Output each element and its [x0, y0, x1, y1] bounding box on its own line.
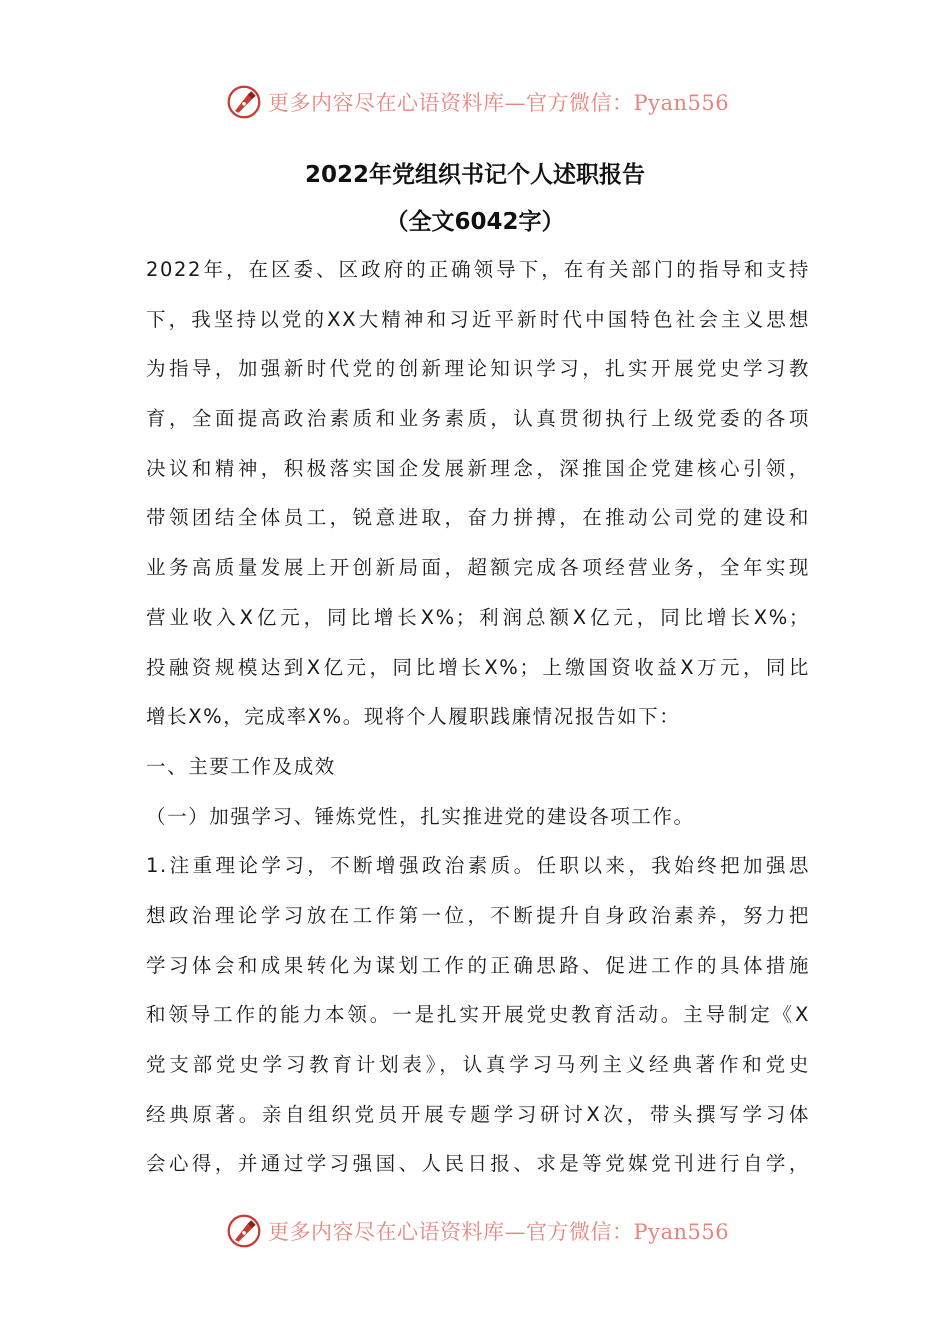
watermark-footer: [226, 1211, 730, 1251]
body-line: 投融资规模达到X亿元，同比增长X%；上缴国资收益X万元，同比: [146, 655, 810, 679]
pen-nib-logo-icon: [226, 84, 262, 120]
watermark-header: [226, 82, 730, 122]
body-line: 带领团结全体员工，锐意进取，奋力拼搏，在推动公司党的建设和: [146, 506, 810, 530]
pen-nib-logo-icon: [226, 1213, 262, 1249]
body-line: 和领导工作的能力本领。一是扎实开展党史教育活动。主导制定《X: [146, 1003, 810, 1027]
body-line: 经典原著。亲自组织党员开展专题学习研讨X次，带头撰写学习体: [146, 1102, 810, 1126]
body-line: 营业收入X亿元，同比增长X%；利润总额X亿元，同比增长X%；: [146, 605, 810, 629]
body-line: 党支部党史学习教育计划表》，认真学习马列主义经典著作和党史: [146, 1053, 810, 1076]
watermark-text: 更多内容尽在心语资料库—官方微信：Pyan556: [268, 91, 730, 115]
body-line: 想政治理论学习放在工作第一位，不断提升自身政治素养，努力把: [146, 903, 810, 927]
body-line: 增长X%，完成率X%。现将个人履职践廉情况报告如下：: [146, 705, 681, 729]
document-subtitle: （全文6042字）: [385, 209, 565, 235]
subsection-heading: （一）加强学习、锤炼党性，扎实推进党的建设各项工作。: [146, 804, 695, 828]
body-line: 会心得，并通过学习强国、人民日报、求是等党媒党刊进行自学，: [146, 1152, 810, 1176]
body-line: 学习体会和成果转化为谋划工作的正确思路、促进工作的具体措施: [146, 953, 810, 977]
body-line: 1.注重理论学习，不断增强政治素质。任职以来，我始终把加强思: [146, 854, 810, 878]
body-line: 2022年，在区委、区政府的正确领导下，在有关部门的指导和支持: [146, 258, 810, 281]
document-title: 2022年党组织书记个人述职报告: [304, 162, 645, 188]
body-line: 下，我坚持以党的XX大精神和习近平新时代中国特色社会主义思想: [146, 307, 810, 331]
watermark-text: 更多内容尽在心语资料库—官方微信：Pyan556: [268, 1220, 730, 1244]
document-body: [146, 253, 810, 1197]
section-heading: 一、主要工作及成效: [146, 754, 336, 778]
body-line: 育，全面提高政治素质和业务素质，认真贯彻执行上级党委的各项: [146, 407, 810, 431]
body-line: 业务高质量发展上开创新局面，超额完成各项经营业务，全年实现: [146, 556, 810, 580]
body-line: 决议和精神，积极落实国企发展新理念，深推国企党建核心引领，: [146, 456, 810, 480]
body-line: 为指导，加强新时代党的创新理论知识学习，扎实开展党史学习教: [146, 357, 810, 381]
